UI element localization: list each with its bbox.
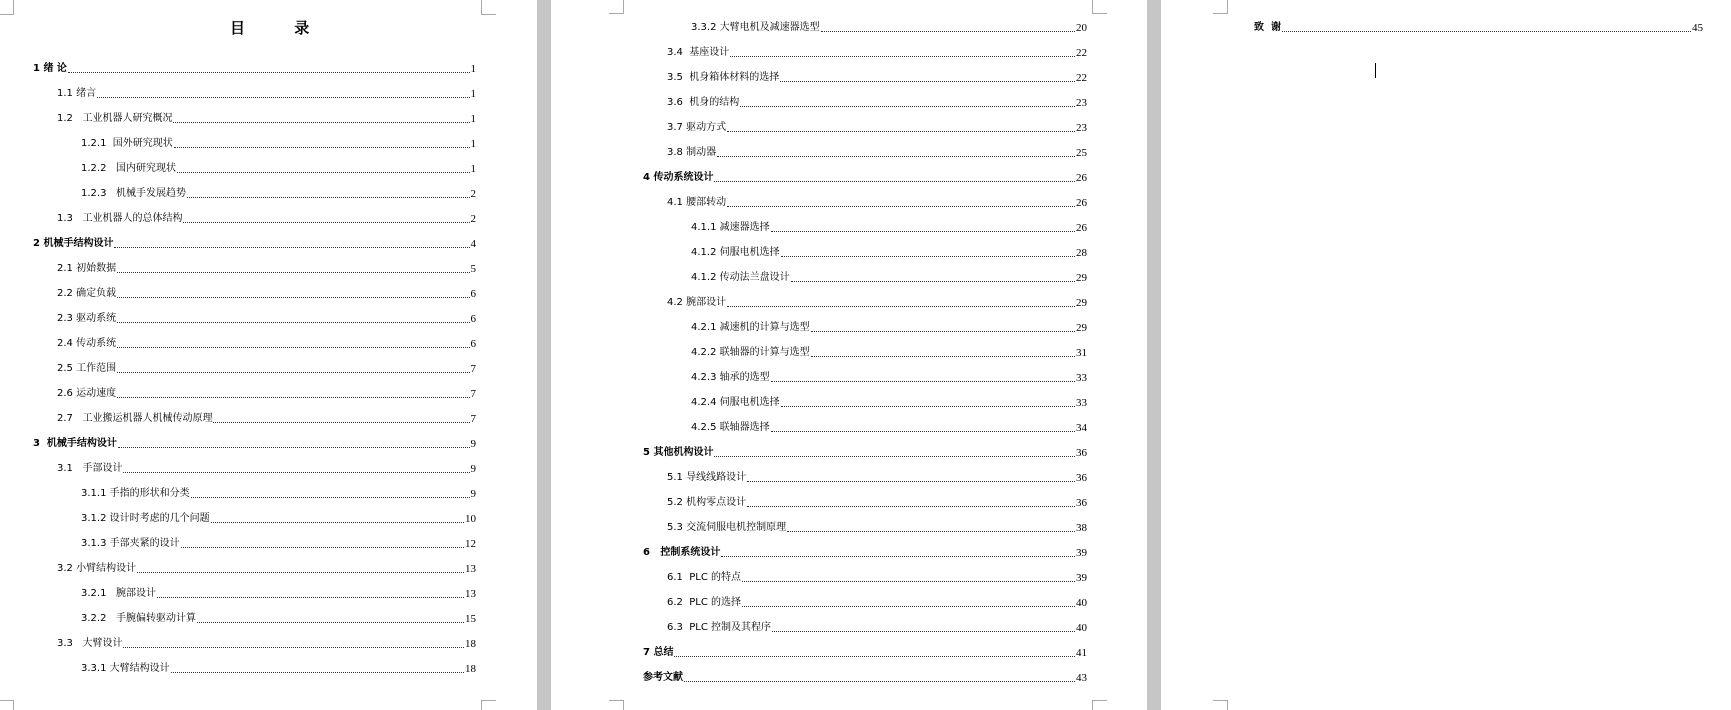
toc-entry-text: 3.1.2 设计时考虑的几个问题: [81, 513, 210, 524]
toc-page-number: 40: [1076, 622, 1087, 634]
toc-dot-leader: [123, 646, 464, 648]
toc-dot-leader: [791, 280, 1075, 282]
toc-entry[interactable]: [667, 595, 1087, 609]
toc-entry[interactable]: [667, 570, 1087, 584]
toc-entry-text: 3.3.1 大臂结构设计: [81, 663, 170, 674]
page-gutter-left: [537, 0, 551, 710]
toc-dot-leader: [213, 421, 469, 423]
toc-page-number: 33: [1076, 372, 1087, 384]
toc-page-number: 33: [1076, 397, 1087, 409]
toc-entry-text: 2.1 初始数据: [57, 263, 117, 274]
toc-entry-text: 2.3 驱动系统: [57, 313, 117, 324]
toc-page-number: 1: [470, 63, 476, 75]
crop-mark: [481, 700, 496, 710]
crop-mark: [1213, 700, 1228, 710]
toc-entry[interactable]: [81, 611, 476, 625]
toc-entry[interactable]: [33, 236, 476, 250]
toc-dot-leader: [771, 430, 1075, 432]
toc-entry-text: 3.8 制动器: [667, 147, 717, 158]
toc-entry-text: 3.2.1 腕部设计: [81, 588, 156, 599]
toc-dot-leader: [137, 571, 464, 573]
crop-mark: [0, 700, 14, 710]
toc-entry[interactable]: [643, 645, 1087, 659]
toc-page-number: 20: [1076, 22, 1087, 34]
toc-dot-leader: [714, 455, 1075, 457]
toc-page-number: 10: [465, 513, 476, 525]
toc-dot-leader: [771, 230, 1075, 232]
toc-page-number: 36: [1076, 497, 1087, 509]
toc-entry[interactable]: [57, 211, 476, 225]
toc-entry[interactable]: [57, 386, 476, 400]
toc-entry-text: 3.1.1 手指的形状和分类: [81, 488, 190, 499]
toc-page-number: 2: [470, 188, 476, 200]
toc-dot-leader: [157, 596, 464, 598]
toc-dot-leader: [772, 630, 1075, 632]
toc-dot-leader: [787, 530, 1075, 532]
toc-dot-leader: [171, 671, 464, 673]
toc-page-number: 1: [470, 138, 476, 150]
toc-dot-leader: [727, 205, 1075, 207]
toc-entry[interactable]: [33, 61, 476, 75]
crop-mark: [0, 0, 14, 15]
toc-page-number: 31: [1076, 347, 1087, 359]
toc-entry-text: 2.5 工作范围: [57, 363, 117, 374]
toc-dot-leader: [197, 621, 464, 623]
toc-entry[interactable]: [691, 20, 1087, 34]
toc-entry-text: 6.1 PLC 的特点: [667, 572, 742, 583]
toc-entry-text: 3.5 机身箱体材料的选择: [667, 72, 780, 83]
toc-dot-leader: [187, 196, 470, 198]
toc-entry-text: 1.2.1 国外研究现状: [81, 138, 173, 149]
crop-mark: [1213, 0, 1228, 14]
toc-page-number: 23: [1076, 97, 1087, 109]
toc-entry[interactable]: [643, 445, 1087, 459]
toc-dot-leader: [811, 355, 1075, 357]
toc-entry[interactable]: [667, 45, 1087, 59]
toc-entry[interactable]: [667, 120, 1087, 134]
crop-mark: [481, 0, 496, 15]
toc-entry[interactable]: [667, 145, 1087, 159]
toc-dot-leader: [117, 271, 469, 273]
toc-entry-text: 6.3 PLC 控制及其程序: [667, 622, 772, 633]
toc-entry-text: 致 谢: [1254, 22, 1281, 33]
toc-dot-leader: [118, 446, 470, 448]
toc-entry-text: 3.4 基座设计: [667, 47, 730, 58]
toc-page-number: 36: [1076, 447, 1087, 459]
toc-entry[interactable]: [81, 161, 476, 175]
toc-entry-text: 4.2.5 联轴器选择: [691, 422, 770, 433]
toc-entry-text: 4.2.3 轴承的选型: [691, 372, 770, 383]
toc-page-number: 39: [1076, 547, 1087, 559]
toc-dot-leader: [730, 55, 1075, 57]
toc-entry[interactable]: [57, 336, 476, 350]
toc-dot-leader: [674, 655, 1075, 657]
toc-dot-leader: [811, 330, 1075, 332]
toc-entry[interactable]: [1254, 20, 1703, 34]
toc-dot-leader: [117, 396, 469, 398]
toc-dot-leader: [123, 471, 469, 473]
document-page-1[interactable]: [0, 0, 537, 710]
toc-page-number: 7: [470, 413, 476, 425]
toc-page-number: 6: [470, 338, 476, 350]
toc-entry-text: 4.2.4 伺服电机选择: [691, 397, 780, 408]
toc-entry-text: 1.1 绪言: [57, 88, 97, 99]
toc-entry[interactable]: [57, 636, 476, 650]
toc-dot-leader: [211, 521, 464, 523]
toc-entry[interactable]: [667, 70, 1087, 84]
toc-entry[interactable]: [57, 111, 476, 125]
toc-entry[interactable]: [691, 395, 1087, 409]
toc-dot-leader: [747, 480, 1075, 482]
toc-page-number: 25: [1076, 147, 1087, 159]
toc-entry-text: 5.1 导线线路设计: [667, 472, 747, 483]
toc-page-number: 13: [465, 563, 476, 575]
toc-entry[interactable]: [57, 361, 476, 375]
toc-entry[interactable]: [643, 670, 1087, 684]
toc-dot-leader: [183, 221, 469, 223]
toc-page-number: 6: [470, 288, 476, 300]
toc-entry-text: 5 其他机构设计: [643, 447, 714, 458]
toc-entry[interactable]: [691, 345, 1087, 359]
toc-entry[interactable]: [81, 586, 476, 600]
toc-entry[interactable]: [57, 411, 476, 425]
toc-entry[interactable]: [691, 320, 1087, 334]
toc-entry-text: 1 绪 论: [33, 63, 67, 74]
toc-entry-text: 2.4 传动系统: [57, 338, 117, 349]
toc-page-number: 15: [465, 613, 476, 625]
toc-entry[interactable]: [643, 170, 1087, 184]
toc-page-number: 23: [1076, 122, 1087, 134]
toc-dot-leader: [717, 155, 1075, 157]
toc-page-number: 9: [470, 488, 476, 500]
toc-page-number: 18: [465, 663, 476, 675]
toc-dot-leader: [117, 296, 469, 298]
toc-dot-leader: [1282, 30, 1691, 32]
toc-entry[interactable]: [33, 436, 476, 450]
toc-page-number: 39: [1076, 572, 1087, 584]
toc-entry[interactable]: [667, 95, 1087, 109]
toc-entry[interactable]: [57, 461, 476, 475]
toc-entry[interactable]: [667, 520, 1087, 534]
toc-entry[interactable]: [667, 195, 1087, 209]
page-gutter-right: [1147, 0, 1161, 710]
toc-entry[interactable]: [691, 245, 1087, 259]
toc-dot-leader: [97, 96, 469, 98]
toc-dot-leader: [771, 380, 1075, 382]
toc-entry[interactable]: [691, 270, 1087, 284]
toc-page-number: 9: [470, 463, 476, 475]
toc-page-number: 12: [465, 538, 476, 550]
toc-entry[interactable]: [691, 370, 1087, 384]
toc-page-number: 28: [1076, 247, 1087, 259]
toc-dot-leader: [781, 255, 1075, 257]
toc-entry-text: 1.3 工业机器人的总体结构: [57, 213, 183, 224]
toc-page-number: 5: [470, 263, 476, 275]
toc-entry[interactable]: [667, 470, 1087, 484]
toc-page-number: 1: [470, 113, 476, 125]
toc-page-number: 1: [470, 163, 476, 175]
toc-entry-text: 2.6 运动速度: [57, 388, 117, 399]
toc-title: 目 录: [230, 19, 332, 37]
toc-page-number: 45: [1692, 22, 1703, 34]
toc-entry-text: 3.7 驱动方式: [667, 122, 727, 133]
toc-entry[interactable]: [667, 495, 1087, 509]
toc-page-number: 34: [1076, 422, 1087, 434]
toc-entry[interactable]: [81, 486, 476, 500]
toc-page-number: 29: [1076, 272, 1087, 284]
toc-page-number: 29: [1076, 322, 1087, 334]
toc-entry[interactable]: [667, 295, 1087, 309]
toc-entry-text: 4.1 腰部转动: [667, 197, 727, 208]
toc-entry-text: 6.2 PLC 的选择: [667, 597, 742, 608]
toc-entry[interactable]: [57, 286, 476, 300]
toc-dot-leader: [781, 405, 1075, 407]
crop-mark: [609, 700, 624, 710]
toc-entry[interactable]: [691, 220, 1087, 234]
toc-entry[interactable]: [643, 545, 1087, 559]
toc-entry[interactable]: [81, 661, 476, 675]
toc-dot-leader: [747, 505, 1075, 507]
toc-entry-text: 3.1.3 手部夹紧的设计: [81, 538, 180, 549]
toc-page-number: 9: [470, 438, 476, 450]
toc-entry[interactable]: [57, 261, 476, 275]
toc-dot-leader: [191, 496, 470, 498]
toc-page-number: 22: [1076, 72, 1087, 84]
crop-mark: [1092, 0, 1107, 14]
crop-mark: [1092, 700, 1107, 710]
toc-entry-text: 1.2.2 国内研究现状: [81, 163, 176, 174]
toc-dot-leader: [740, 105, 1075, 107]
toc-page-number: 36: [1076, 472, 1087, 484]
toc-page-number: 2: [470, 213, 476, 225]
toc-entry-text: 5.3 交流伺服电机控制原理: [667, 522, 787, 533]
toc-page-number: 22: [1076, 47, 1087, 59]
toc-entry[interactable]: [81, 186, 476, 200]
toc-entry[interactable]: [81, 511, 476, 525]
toc-entry-text: 4.2.2 联轴器的计算与选型: [691, 347, 810, 358]
toc-entry[interactable]: [691, 420, 1087, 434]
toc-entry-text: 3.3 大臂设计: [57, 638, 123, 649]
toc-page-number: 40: [1076, 597, 1087, 609]
toc-dot-leader: [727, 130, 1075, 132]
toc-entry[interactable]: [57, 561, 476, 575]
toc-dot-leader: [177, 171, 470, 173]
toc-page-number: 7: [470, 388, 476, 400]
toc-entry-text: 3.2 小臂结构设计: [57, 563, 137, 574]
toc-entry-text: 2.2 确定负载: [57, 288, 117, 299]
toc-dot-leader: [742, 605, 1075, 607]
toc-dot-leader: [684, 680, 1075, 682]
toc-page-number: 41: [1076, 647, 1087, 659]
toc-entry-text: 1.2 工业机器人研究概况: [57, 113, 173, 124]
toc-dot-leader: [181, 546, 464, 548]
crop-mark: [609, 0, 624, 14]
toc-page-number: 38: [1076, 522, 1087, 534]
toc-page-number: 26: [1076, 222, 1087, 234]
toc-entry[interactable]: [57, 311, 476, 325]
toc-page-number: 18: [465, 638, 476, 650]
toc-entry-text: 1.2.3 机械手发展趋势: [81, 188, 186, 199]
toc-entry[interactable]: [81, 136, 476, 150]
toc-dot-leader: [117, 321, 469, 323]
text-cursor: [1375, 63, 1376, 78]
toc-entry[interactable]: [667, 620, 1087, 634]
toc-dot-leader: [742, 580, 1075, 582]
toc-entry-text: 4 传动系统设计: [643, 172, 714, 183]
toc-page-number: 1: [470, 88, 476, 100]
toc-page-number: 7: [470, 363, 476, 375]
toc-page-number: 43: [1076, 672, 1087, 684]
document-page-3[interactable]: [1161, 0, 1731, 710]
toc-page-number: 13: [465, 588, 476, 600]
toc-dot-leader: [721, 555, 1075, 557]
toc-entry-text: 3.6 机身的结构: [667, 97, 740, 108]
toc-dot-leader: [821, 30, 1075, 32]
toc-dot-leader: [173, 121, 469, 123]
toc-page-number: 6: [470, 313, 476, 325]
toc-dot-leader: [68, 71, 470, 73]
toc-entry-text: 6 控制系统设计: [643, 547, 721, 558]
toc-entry-text: 3.2.2 手腕偏转驱动计算: [81, 613, 196, 624]
toc-page-number: 26: [1076, 172, 1087, 184]
toc-dot-leader: [117, 346, 469, 348]
toc-page-number: 26: [1076, 197, 1087, 209]
toc-entry-text: 3 机械手结构设计: [33, 438, 117, 449]
toc-dot-leader: [780, 80, 1075, 82]
toc-dot-leader: [714, 180, 1075, 182]
toc-entry-text: 4.2.1 减速机的计算与选型: [691, 322, 810, 333]
toc-dot-leader: [727, 305, 1075, 307]
toc-entry-text: 2 机械手结构设计: [33, 238, 114, 249]
toc-entry-text: 4.2 腕部设计: [667, 297, 727, 308]
toc-entry-text: 3.3.2 大臂电机及减速器选型: [691, 22, 820, 33]
document-page-2[interactable]: [551, 0, 1147, 710]
toc-dot-leader: [117, 371, 469, 373]
toc-dot-leader: [174, 146, 470, 148]
toc-dot-leader: [114, 246, 469, 248]
toc-entry[interactable]: [81, 536, 476, 550]
toc-entry-text: 参考文献: [643, 672, 683, 683]
toc-entry-text: 4.1.1 减速器选择: [691, 222, 770, 233]
toc-page-number: 29: [1076, 297, 1087, 309]
toc-entry-text: 7 总结: [643, 647, 674, 658]
toc-entry[interactable]: [57, 86, 476, 100]
toc-entry-text: 5.2 机构零点设计: [667, 497, 747, 508]
toc-page-number: 4: [470, 238, 476, 250]
toc-entry-text: 4.1.2 传动法兰盘设计: [691, 272, 790, 283]
toc-entry-text: 3.1 手部设计: [57, 463, 123, 474]
toc-entry-text: 2.7 工业搬运机器人机械传动原理: [57, 413, 213, 424]
toc-entry-text: 4.1.2 伺服电机选择: [691, 247, 780, 258]
